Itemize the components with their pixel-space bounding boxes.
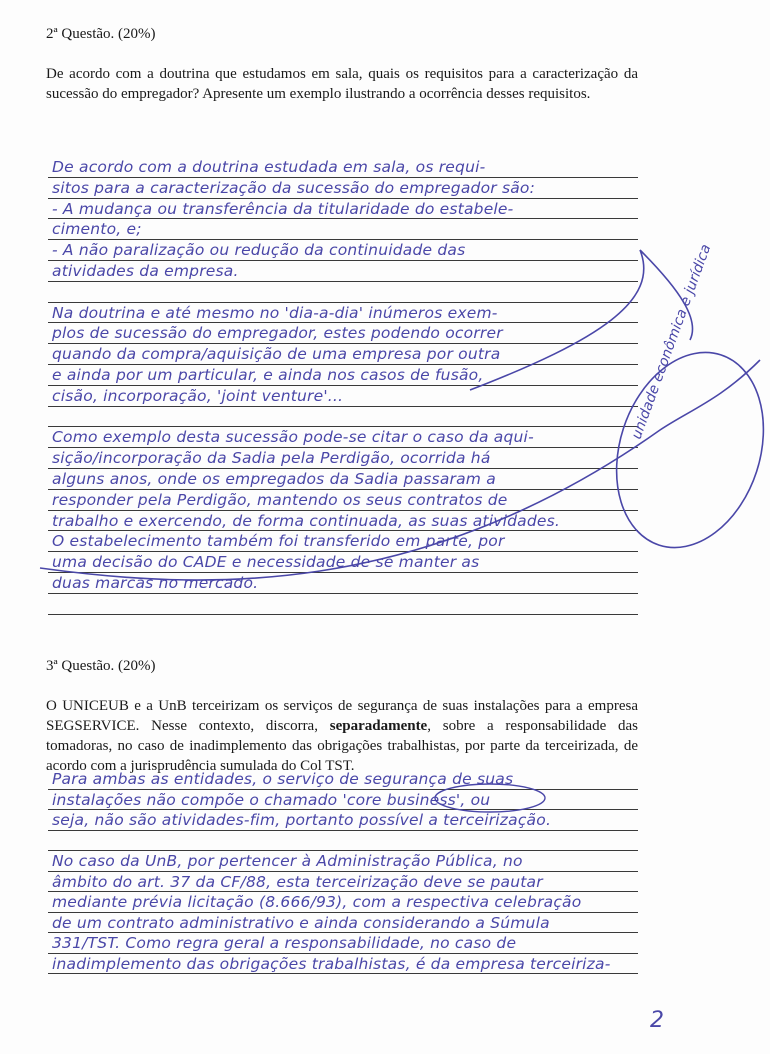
handwritten-answer-line: cimento, e; <box>52 220 142 239</box>
handwritten-answer-line: plos de sucessão do empregador, estes podendo ocorrer <box>52 324 503 343</box>
handwritten-answer-line: cisão, incorporação, 'joint venture'... <box>52 386 344 405</box>
handwritten-answer-line: Como exemplo desta sucessão pode-se citar o caso da aqui- <box>52 428 534 447</box>
handwritten-answer-line: No caso da UnB, por pertencer à Administração Pública, no <box>52 852 523 870</box>
q2-heading: 2ª Questão. (20%) <box>46 26 156 42</box>
grader-margin-note: unidade econômica e jurídica <box>628 242 715 442</box>
handwritten-answer-line: sitos para a caracterização da sucessão do empregador são: <box>52 178 536 197</box>
handwritten-answer-line: de um contrato administrativo e ainda considerando a Súmula <box>52 913 550 932</box>
q3-prompt-part2: , sobre a responsabilidade das tomadoras, no caso de inadimplemento das obrigações trabalhistas, por parte da terceirizada, de acordo com a jurisprudência sumulada do Col TST. <box>46 718 638 774</box>
handwritten-answer-line: O estabelecimento também foi transferido em parte, por <box>52 532 505 551</box>
handwritten-answer-line: Para ambas as entidades, o serviço de segurança de suas <box>52 770 514 788</box>
handwritten-answer-line: alguns anos, onde os empregados da Sadia passaram a <box>52 470 496 488</box>
q3-heading: 3ª Questão. (20%) <box>46 658 156 674</box>
grader-circle-mark <box>593 333 770 566</box>
handwritten-answer-line: Na doutrina e até mesmo no 'dia-a-dia' inúmeros exem- <box>52 303 498 322</box>
handwritten-answer-line: 331/TST. Como regra geral a responsabilidade, no caso de <box>52 934 517 952</box>
handwritten-answer-line: e ainda por um particular, e ainda nos casos de fusão, <box>52 366 484 384</box>
handwritten-answer-line: - A mudança ou transferência da titularidade do estabele- <box>52 199 514 218</box>
handwritten-answer-line: âmbito do art. 37 da CF/88, esta terceirização deve se pautar <box>52 872 543 891</box>
page-number: 2 <box>650 1008 664 1033</box>
q2-prompt: De acordo com a doutrina que estudamos em sala, quais os requisitos para a caracterização da sucessão do empregador? Apresente um exemplo ilustrando a ocorrência desses requisitos. <box>46 66 638 102</box>
handwritten-answer-line: sição/incorporação da Sadia pela Perdigão, ocorrida há <box>52 449 491 468</box>
handwritten-answer-line: mediante prévia licitação (8.666/93), com a respectiva celebração <box>52 893 582 911</box>
handwritten-answer-line: instalações não compõe o chamado 'core business', ou <box>52 790 491 809</box>
handwritten-answer-line: duas marcas no mercado. <box>52 574 259 592</box>
handwritten-answer-line: atividades da empresa. <box>52 262 239 280</box>
handwritten-answer-line: seja, não são atividades-fim, portanto possível a terceirização. <box>52 811 552 829</box>
handwritten-answer-line: uma decisão do CADE e necessidade de se manter as <box>52 553 480 572</box>
handwritten-answer-line: trabalho e exercendo, de forma continuada, as suas atividades. <box>52 511 561 530</box>
handwritten-answer-line: inadimplemento das obrigações trabalhistas, é da empresa terceiriza- <box>52 954 611 973</box>
handwritten-answer-line: quando da compra/aquisição de uma empresa por outra <box>52 345 501 364</box>
core-business-circle <box>435 784 545 812</box>
handwritten-answer-line: - A não paralização ou redução da continuidade das <box>52 241 466 260</box>
q3-prompt-emphasis: separadamente <box>329 718 428 734</box>
handwritten-answer-line: responder pela Perdigão, mantendo os seus contratos de <box>52 490 508 509</box>
q3-prompt-part1: O UNICEUB e a UnB terceirizam os serviços de segurança de suas instalações para a empresa SEGSERVICE. Nesse contexto, discorra, <box>46 698 638 734</box>
handwritten-answer-line: De acordo com a doutrina estudada em sala, os requi- <box>52 158 486 176</box>
